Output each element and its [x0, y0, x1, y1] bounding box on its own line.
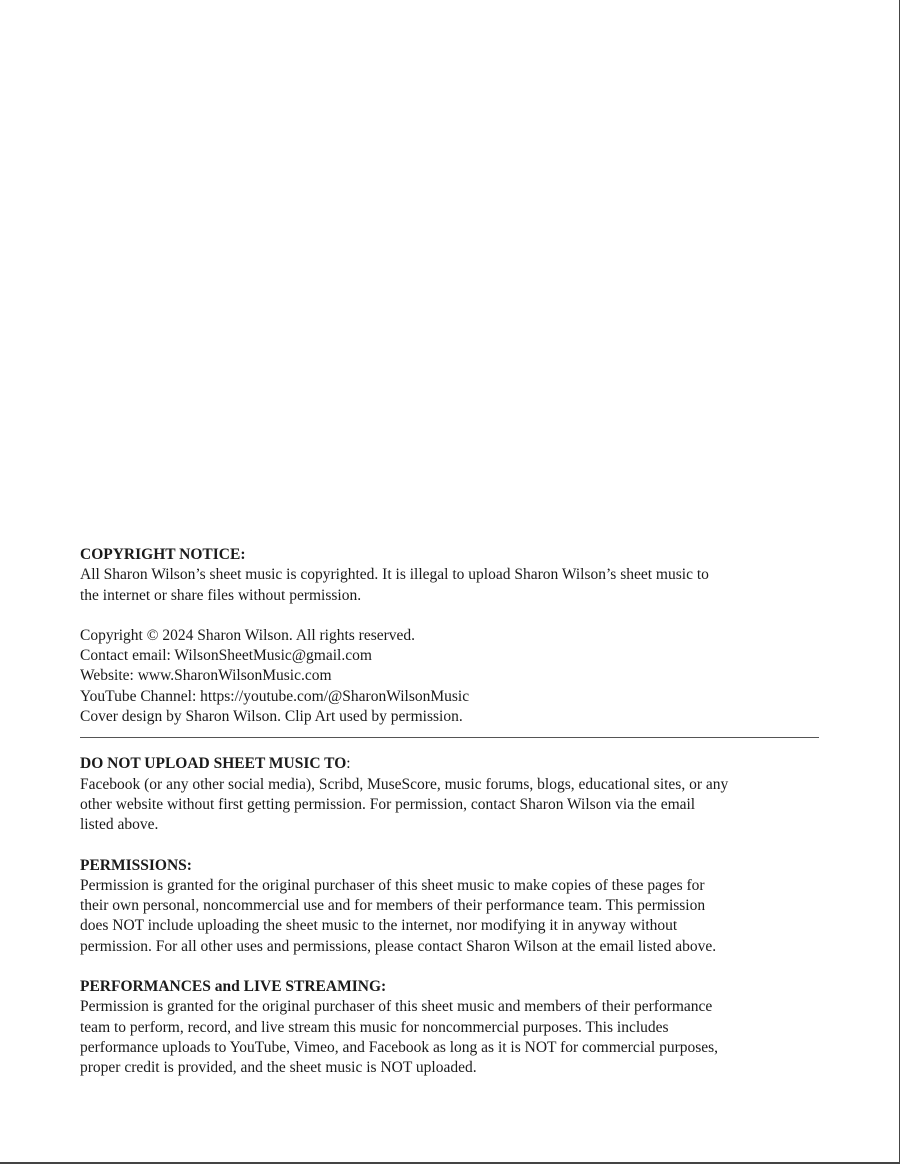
- notice-content: [80, 545, 820, 1079]
- do-not-upload-heading-line: [80, 754, 820, 774]
- permissions-section: [80, 856, 820, 957]
- do-not-upload-body-line: other website without first getting permission. For permission, contact Sharon Wilson via the email: [80, 795, 696, 813]
- do-not-upload-body: [80, 775, 820, 836]
- permissions-body-line: their own personal, noncommercial use and for members of their performance team. This permission: [80, 897, 706, 915]
- do-not-upload-section: [80, 754, 820, 835]
- copyright-info: [80, 626, 820, 727]
- do-not-upload-heading-colon: :: [346, 755, 351, 773]
- copyright-heading: COPYRIGHT NOTICE:: [80, 546, 246, 563]
- permissions-body-line: does NOT include uploading the sheet music to the internet, nor modifying it in anyway without: [80, 917, 678, 935]
- performances-heading: PERFORMANCES and LIVE STREAMING:: [80, 978, 387, 996]
- performances-body-line: team to perform, record, and live stream this music for noncommercial purposes. This includes: [80, 1018, 669, 1036]
- copyright-body-line: the internet or share files without permission.: [80, 586, 362, 604]
- permissions-heading: PERMISSIONS:: [80, 856, 192, 874]
- cover-design-credit: Cover design by Sharon Wilson. Clip Art used by permission.: [80, 708, 463, 726]
- permissions-body-line: Permission is granted for the original purchaser of this sheet music to make copies of these pages for: [80, 876, 705, 894]
- permissions-body: [80, 876, 820, 957]
- performances-body-line: Permission is granted for the original purchaser of this sheet music and members of their performance: [80, 998, 713, 1016]
- copyright-body: [80, 565, 820, 606]
- copyright-statement: Copyright © 2024 Sharon Wilson. All rights reserved.: [80, 626, 416, 644]
- permissions-body-line: permission. For all other uses and permissions, please contact Sharon Wilson at the email listed above.: [80, 937, 717, 955]
- youtube-channel: YouTube Channel: https://youtube.com/@SharonWilsonMusic: [80, 687, 470, 705]
- do-not-upload-body-line: Facebook (or any other social media), Scribd, MuseScore, music forums, blogs, educational sites, or any: [80, 775, 729, 793]
- performances-section: [80, 977, 820, 1078]
- copyright-body-line: All Sharon Wilson’s sheet music is copyrighted. It is illegal to upload Sharon Wilson’s sheet music to: [80, 566, 709, 584]
- performances-body-line: proper credit is provided, and the sheet music is NOT uploaded.: [80, 1059, 477, 1077]
- performances-body-line: performance uploads to YouTube, Vimeo, and Facebook as long as it is NOT for commercial purposes,: [80, 1038, 719, 1056]
- contact-email: Contact email: WilsonSheetMusic@gmail.com: [80, 647, 372, 665]
- copyright-section: [80, 545, 820, 727]
- do-not-upload-body-line: listed above.: [80, 816, 159, 834]
- do-not-upload-heading: DO NOT UPLOAD SHEET MUSIC TO: [80, 755, 347, 773]
- performances-body: [80, 997, 820, 1078]
- website: Website: www.SharonWilsonMusic.com: [80, 667, 332, 685]
